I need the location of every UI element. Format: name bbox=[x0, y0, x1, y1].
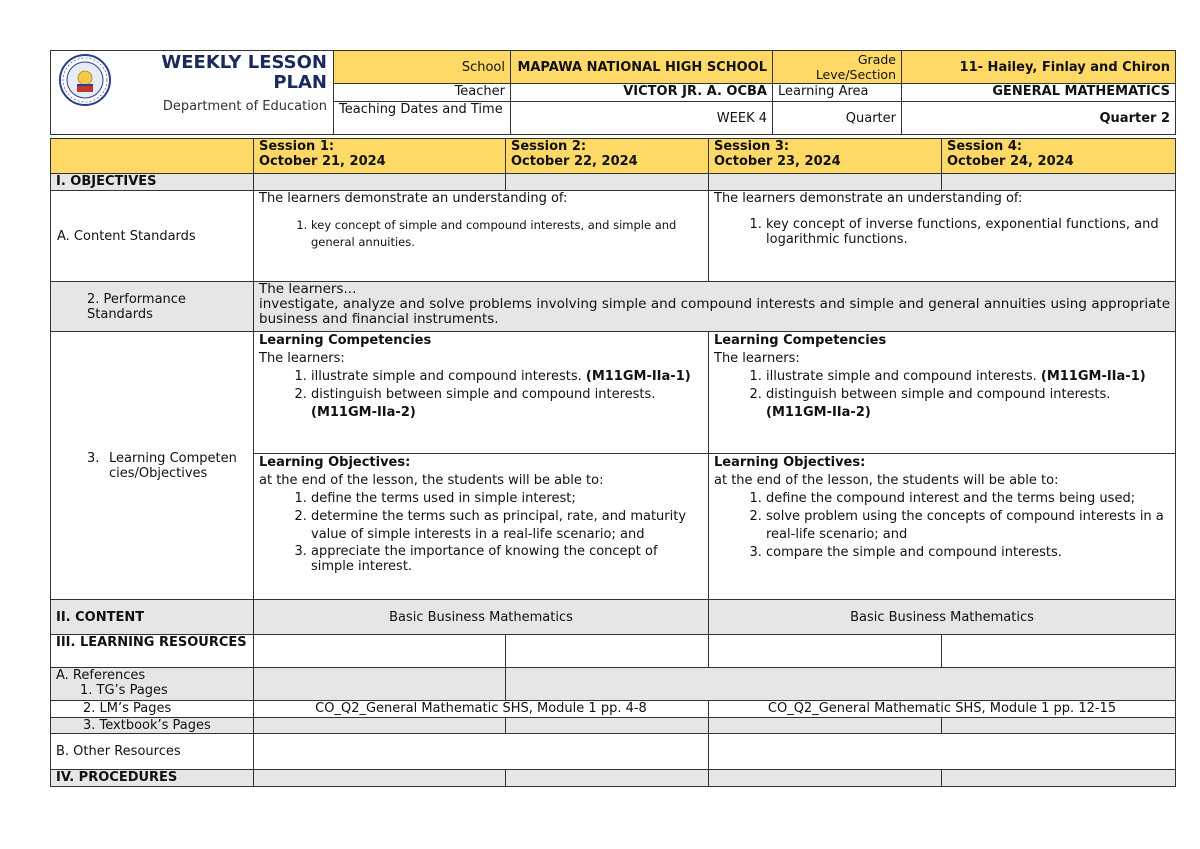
objectives-right: Learning Objectives: at the end of the lesson, the students will be able to: 1. define the compound interest and the terms being used; 2. solve problem using the concepts of compound interests in a real-life scenario; and 3. compare the simple and compound interests. bbox=[709, 454, 1176, 600]
area-label: Learning Area bbox=[773, 84, 902, 102]
lm-pages-right: CO_Q2_General Mathematic SHS, Module 1 pp. 12-15 bbox=[709, 701, 1176, 718]
quarter-label: Quarter bbox=[773, 102, 902, 135]
quarter-value: Quarter 2 bbox=[902, 102, 1176, 135]
deped-seal-icon bbox=[59, 54, 111, 106]
objectives-left: Learning Objectives: at the end of the lesson, the students will be able to: 1. define the terms used in simple interest; 2. determine the terms such as principal, rate, and maturity value of simple interests in a real-life scenario; and 3. appreciate the importance of knowing the concept of simple interest. bbox=[254, 454, 709, 600]
teacher-label: Teacher bbox=[334, 84, 511, 102]
dates-value: WEEK 4 bbox=[511, 102, 773, 135]
content-standards-left: The learners demonstrate an understanding of: 1. key concept of simple and compound interests, and simple and general annuities. bbox=[254, 191, 709, 282]
competencies-label-cell: 3. Learning Competencies/Objectives bbox=[51, 332, 254, 600]
school-label: School bbox=[334, 51, 511, 84]
content-right: Basic Business Mathematics bbox=[709, 600, 1176, 635]
page-title: WEEKLY LESSON PLAN bbox=[161, 52, 327, 93]
dates-label: Teaching Dates and Time bbox=[334, 102, 511, 135]
grade-label: Grade Leve/Section bbox=[773, 51, 902, 84]
textbook-pages-label: 3. Textbook’s Pages bbox=[51, 718, 254, 734]
session-2-header: Session 2: October 22, 2024 bbox=[506, 139, 709, 174]
competencies-left: Learning Competencies The learners: 1. illustrate simple and compound interests. (M11GM-IIa-1) 2. distinguish between simple and compound interests. (M11GM-IIa-2) bbox=[254, 332, 709, 454]
resources-heading: III. LEARNING RESOURCES bbox=[51, 635, 254, 668]
content-standards-right: The learners demonstrate an understanding of: 1. key concept of inverse functions, exponential functions, and logarithmic functions. bbox=[709, 191, 1176, 282]
lm-pages-left: CO_Q2_General Mathematic SHS, Module 1 pp. 4-8 bbox=[254, 701, 709, 718]
other-resources-label: B. Other Resources bbox=[51, 734, 254, 770]
content-left: Basic Business Mathematics bbox=[254, 600, 709, 635]
procedures-heading: IV. PROCEDURES bbox=[51, 770, 254, 787]
header-table bbox=[50, 50, 1176, 135]
competencies-right: Learning Competencies The learners: 1. illustrate simple and compound interests. (M11GM-IIa-1) 2. distinguish between simple and compound interests. (M11GM-IIa-2) bbox=[709, 332, 1176, 454]
area-value: GENERAL MATHEMATICS bbox=[902, 84, 1176, 102]
session-3-header: Session 3: October 23, 2024 bbox=[709, 139, 942, 174]
content-heading: II. CONTENT bbox=[51, 600, 254, 635]
content-standards-label: A. Content Standards bbox=[51, 191, 254, 282]
department-name: Department of Education bbox=[162, 99, 327, 114]
teacher-value: VICTOR JR. A. OCBA bbox=[511, 84, 773, 102]
performance-standards-label: 2. Performance Standards bbox=[51, 282, 254, 332]
session-4-header: Session 4: October 24, 2024 bbox=[942, 139, 1176, 174]
session-corner bbox=[51, 139, 254, 174]
performance-standards-text: The learners... investigate, analyze and solve problems involving simple and compound interests and simple and general annuities using appropriate business and financial instruments. bbox=[254, 282, 1176, 332]
objectives-heading: I. OBJECTIVES bbox=[51, 174, 254, 191]
lesson-plan-table bbox=[50, 138, 1176, 787]
logo-title-cell bbox=[51, 51, 334, 135]
grade-value: 11- Hailey, Finlay and Chiron bbox=[902, 51, 1176, 84]
school-value: MAPAWA NATIONAL HIGH SCHOOL bbox=[511, 51, 773, 84]
lm-pages-label: 2. LM’s Pages bbox=[51, 701, 254, 718]
session-1-header: Session 1: October 21, 2024 bbox=[254, 139, 506, 174]
references-label: A. References 1. TG’s Pages bbox=[51, 668, 254, 701]
